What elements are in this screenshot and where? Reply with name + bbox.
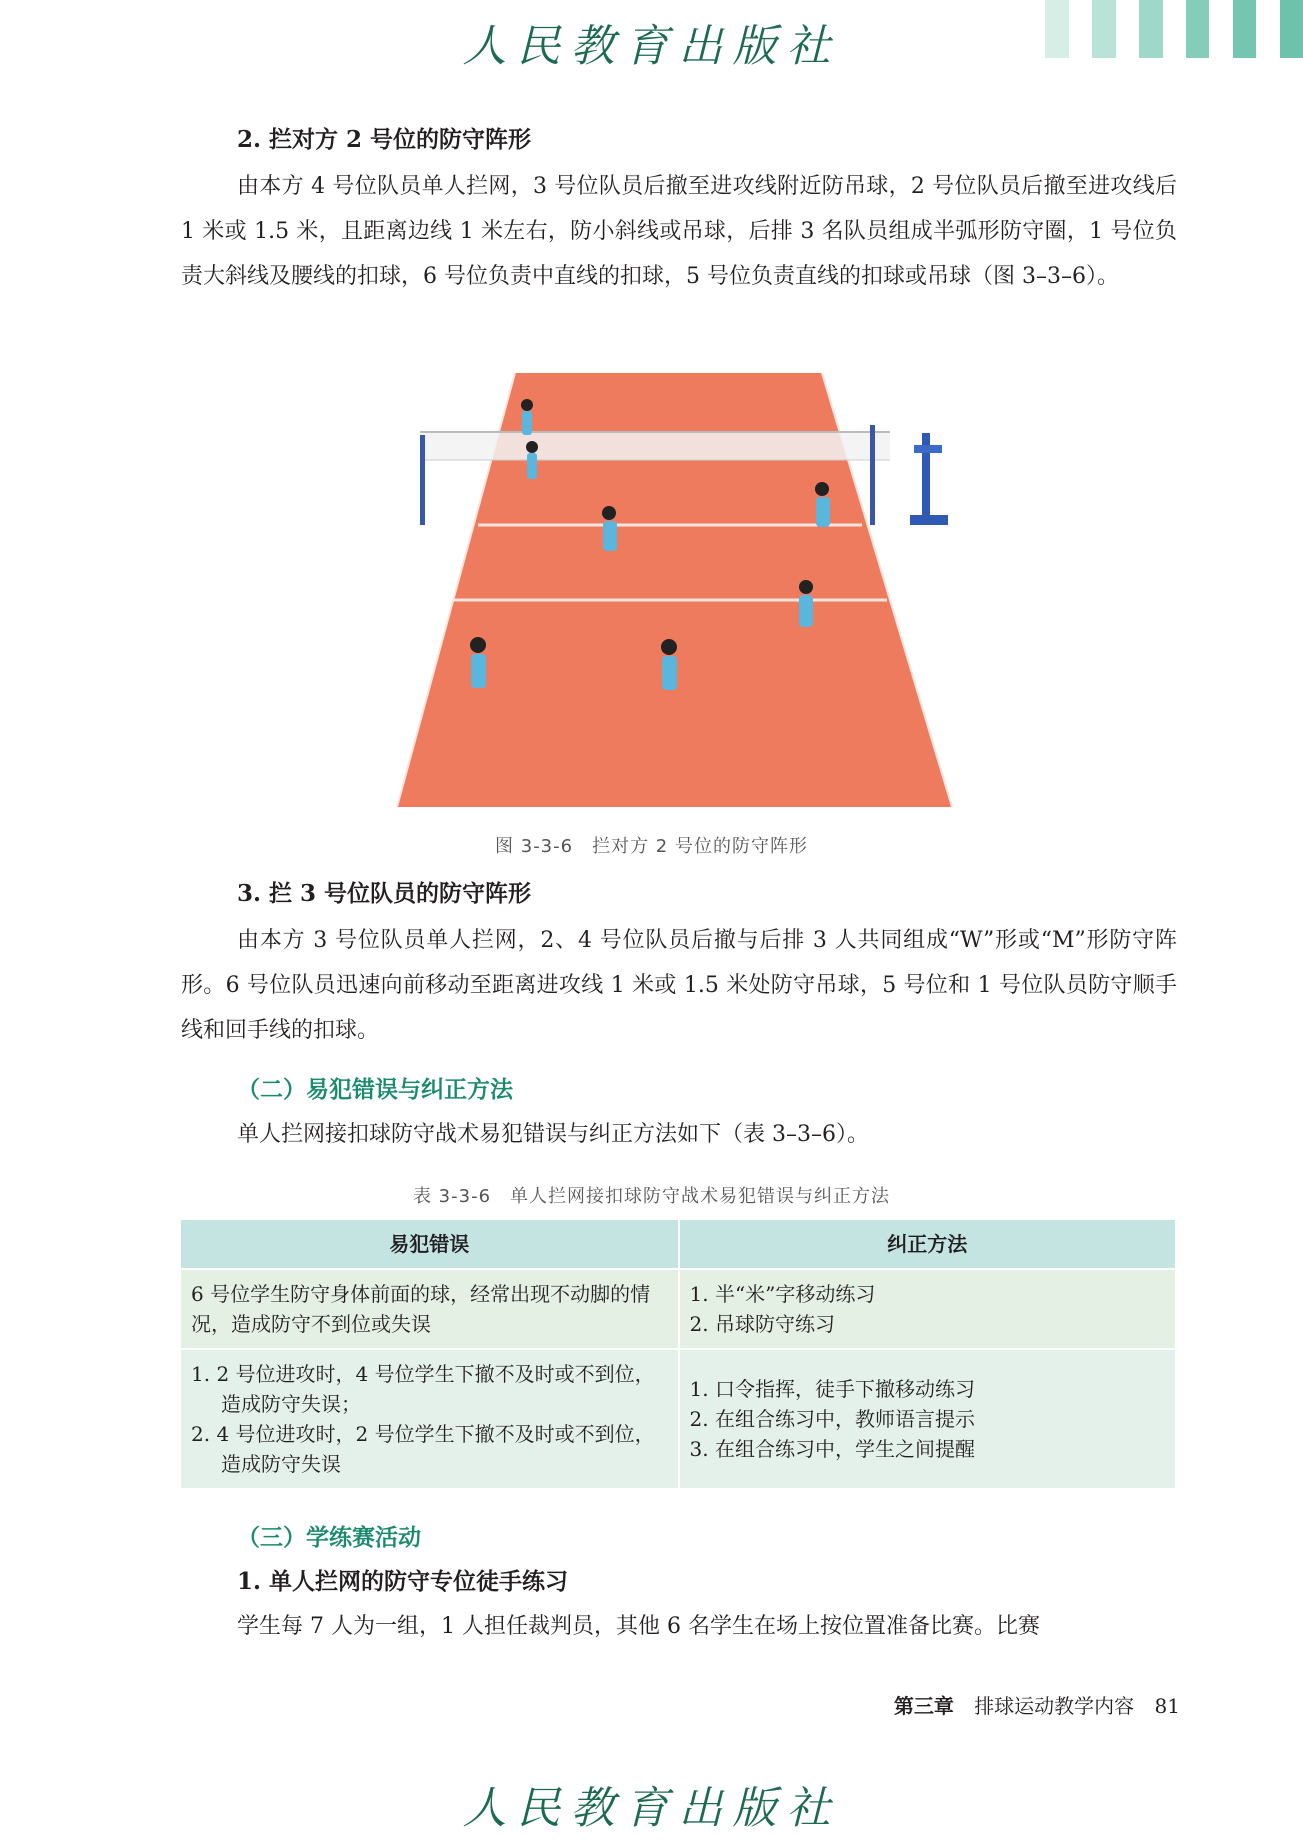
row1-fix-1: 1. 半“米”字移动练习 — [689, 1282, 876, 1306]
errors-paragraph: 单人拦网接扣球防守战术易犯错误与纠正方法如下（表 3–3–6）。 — [237, 1122, 869, 1147]
row2-fix-2: 2. 在组合练习中，教师语言提示 — [689, 1407, 975, 1431]
header-stripes — [1022, 0, 1303, 58]
row2-fix-1: 1. 口令指挥，徒手下撤移动练习 — [689, 1377, 975, 1401]
row2-error-2: 2. 4 号位进攻时，2 号位学生下撤不及时或不到位，造成防守失误 — [191, 1422, 655, 1476]
section-3-heading: 3. 拦 3 号位队员的防守阵形 — [237, 880, 532, 907]
activity-paragraph: 学生每 7 人为一组，1 人担任裁判员，其他 6 名学生在场上按位置准备比赛。比赛 — [237, 1614, 1040, 1639]
table-caption: 表 3-3-6 单人拦网接扣球防守战术易犯错误与纠正方法 — [412, 1186, 891, 1207]
footer-chapter: 第三章 — [893, 1694, 954, 1718]
figure-caption: 图 3-3-6 拦对方 2 号位的防守阵形 — [495, 836, 808, 857]
errors-section — [181, 1072, 1177, 1157]
net-post-right — [870, 425, 875, 525]
row2-errors — [181, 1349, 679, 1488]
row1-fix-2: 2. 吊球防守练习 — [689, 1312, 835, 1336]
row2-error-1: 1. 2 号位进攻时，4 号位学生下撤不及时或不到位，造成防守失误； — [191, 1362, 655, 1416]
page-number: 81 — [1154, 1694, 1180, 1718]
row1-error: 6 号位学生防守身体前面的球，经常出现不动脚的情况，造成防守不到位或失误 — [181, 1269, 679, 1349]
errors-heading: （二）易犯错误与纠正方法 — [237, 1076, 513, 1103]
publisher-watermark-top: 人民教育出版社 — [462, 21, 841, 72]
section-3 — [181, 876, 1177, 1053]
row2-fixes — [679, 1349, 1177, 1488]
table-row — [181, 1269, 1176, 1349]
section-3-paragraph: 由本方 3 号位队员单人拦网，2、4 号位队员后撤与后排 3 人共同组成“W”形或“M”形防守阵形。6 号位队员迅速向前移动至距离进攻线 1 米或 1.5 米处防守吊球，5 号位和 1 号位队员防守顺手线和回手线的扣球。 — [181, 928, 1177, 1043]
publisher-watermark-bottom: 人民教育出版社 — [462, 1783, 841, 1834]
row1-fixes — [679, 1269, 1177, 1349]
table-header-error: 易犯错误 — [181, 1220, 679, 1269]
activity-section — [181, 1520, 1177, 1649]
activity-heading: （三）学练赛活动 — [237, 1524, 421, 1551]
volleyball-court-figure — [392, 365, 962, 813]
page-footer — [840, 1690, 1180, 1719]
activity-subheading: 1. 单人拦网的防守专位徒手练习 — [237, 1568, 569, 1595]
section-2-paragraph: 由本方 4 号位队员单人拦网，3 号位队员后撤至进攻线附近防吊球，2 号位队员后撤至进攻线后 1 米或 1.5 米，且距离边线 1 米左右，防小斜线或吊球，后排 3 名队员组成半弧形防守圈，1 号位负责大斜线及腰线的扣球，6 号位负责中直线的扣球，5 号位负责直线的扣球或吊球（图 3–3–6）。 — [181, 174, 1177, 289]
row2-fix-3: 3. 在组合练习中，学生之间提醒 — [689, 1437, 975, 1461]
errors-table — [181, 1220, 1177, 1488]
footer-title: 排球运动教学内容 — [974, 1694, 1135, 1718]
section-2-heading: 2. 拦对方 2 号位的防守阵形 — [237, 126, 532, 153]
net-post-left — [420, 435, 425, 525]
table-row — [181, 1349, 1176, 1488]
table-header-fix: 纠正方法 — [679, 1220, 1177, 1269]
section-2 — [181, 122, 1177, 299]
volleyball-net — [420, 432, 890, 460]
